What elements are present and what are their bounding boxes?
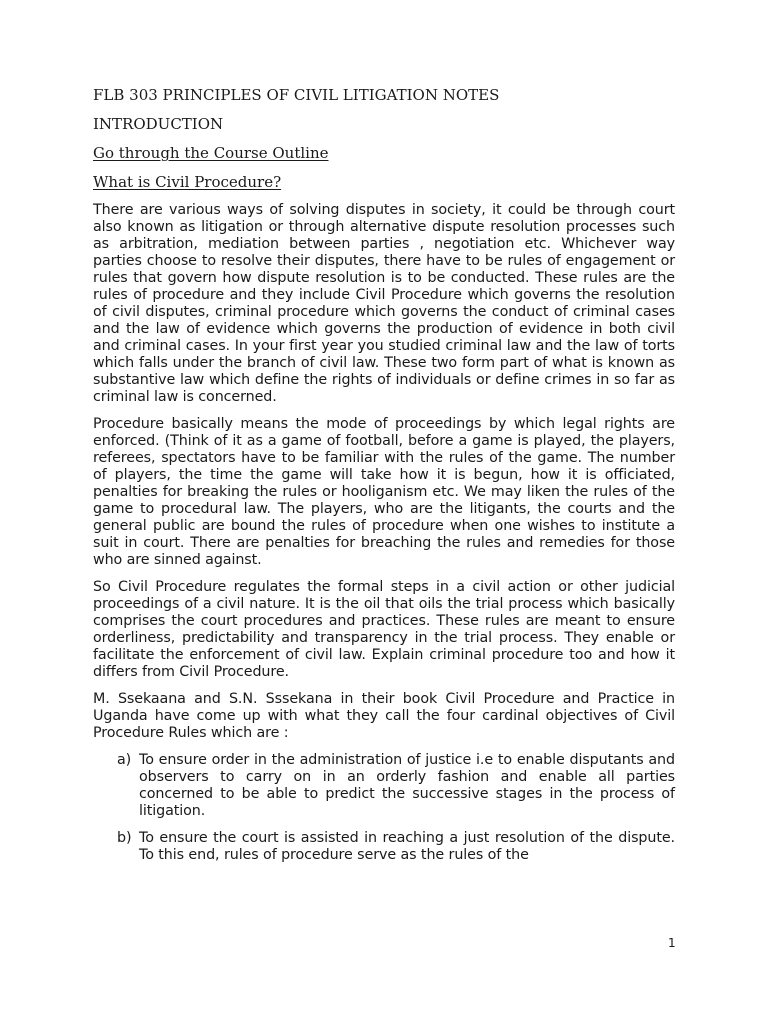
course-outline-heading: Go through the Course Outline [93, 144, 329, 162]
paragraph-cardinal-objectives: M. Ssekaana and S.N. Sssekana in their book Civil Procedure and Practice in Uganda have come up with what they call the four cardinal objectives of Civil Procedure Rules which are : [93, 691, 675, 741]
list-item-text: To ensure the court is assisted in reaching a just resolution of the dispute. To this end, rules of procedure serve as the rules of the [139, 830, 675, 863]
page-number: 1 [668, 936, 676, 950]
list-item [93, 752, 675, 820]
paragraph-procedure-definition: Procedure basically means the mode of proceedings by which legal rights are enforced. (Think of it as a game of football, before a game is played, the players, referees, spectators have to be familiar with the rules of the game. The number of players, the time the game will take how it is begun, how it is officiated, penalties for breaking the rules or hooliganism etc. We may liken the rules of the game to procedural law. The players, who are the litigants, the courts and the general public are bound the rules of procedure when one wishes to institute a suit in court. There are penalties for breaching the rules and remedies for those who are sinned against. [93, 416, 675, 568]
civil-procedure-question-heading: What is Civil Procedure? [93, 173, 282, 191]
list-marker: a) [117, 752, 132, 768]
list-item [93, 830, 675, 864]
document-page [93, 86, 675, 874]
objectives-list [93, 752, 675, 864]
section-heading-introduction: INTRODUCTION [93, 115, 224, 133]
paragraph-civil-procedure-role: So Civil Procedure regulates the formal steps in a civil action or other judicial proceedings of a civil nature. It is the oil that oils the trial process which basically comprises the court procedures and practices. These rules are meant to ensure orderliness, predictability and transparency in the trial process. They enable or facilitate the enforcement of civil law. Explain criminal procedure too and how it differs from Civil Procedure. [93, 579, 675, 680]
list-marker: b) [117, 830, 132, 846]
document-title: FLB 303 PRINCIPLES OF CIVIL LITIGATION NOTES [93, 86, 500, 104]
list-item-text: To ensure order in the administration of justice i.e to enable disputants and observers to carry on in an orderly fashion and enable all parties concerned to be able to predict the successive stages in the process of litigation. [139, 752, 675, 819]
paragraph-dispute-resolution: There are various ways of solving disputes in society, it could be through court also known as litigation or through alternative dispute resolution processes such as arbitration, mediation between parties , negotiation etc. Whichever way parties choose to resolve their disputes, there have to be rules of engagement or rules that govern how dispute resolution is to be conducted. These rules are the rules of procedure and they include Civil Procedure which governs the resolution of civil disputes, criminal procedure which governs the conduct of criminal cases and the law of evidence which governs the production of evidence in both civil and criminal cases. In your first year you studied criminal law and the law of torts which falls under the branch of civil law. These two form part of what is known as substantive law which define the rights of individuals or define crimes in so far as criminal law is concerned. [93, 202, 675, 405]
